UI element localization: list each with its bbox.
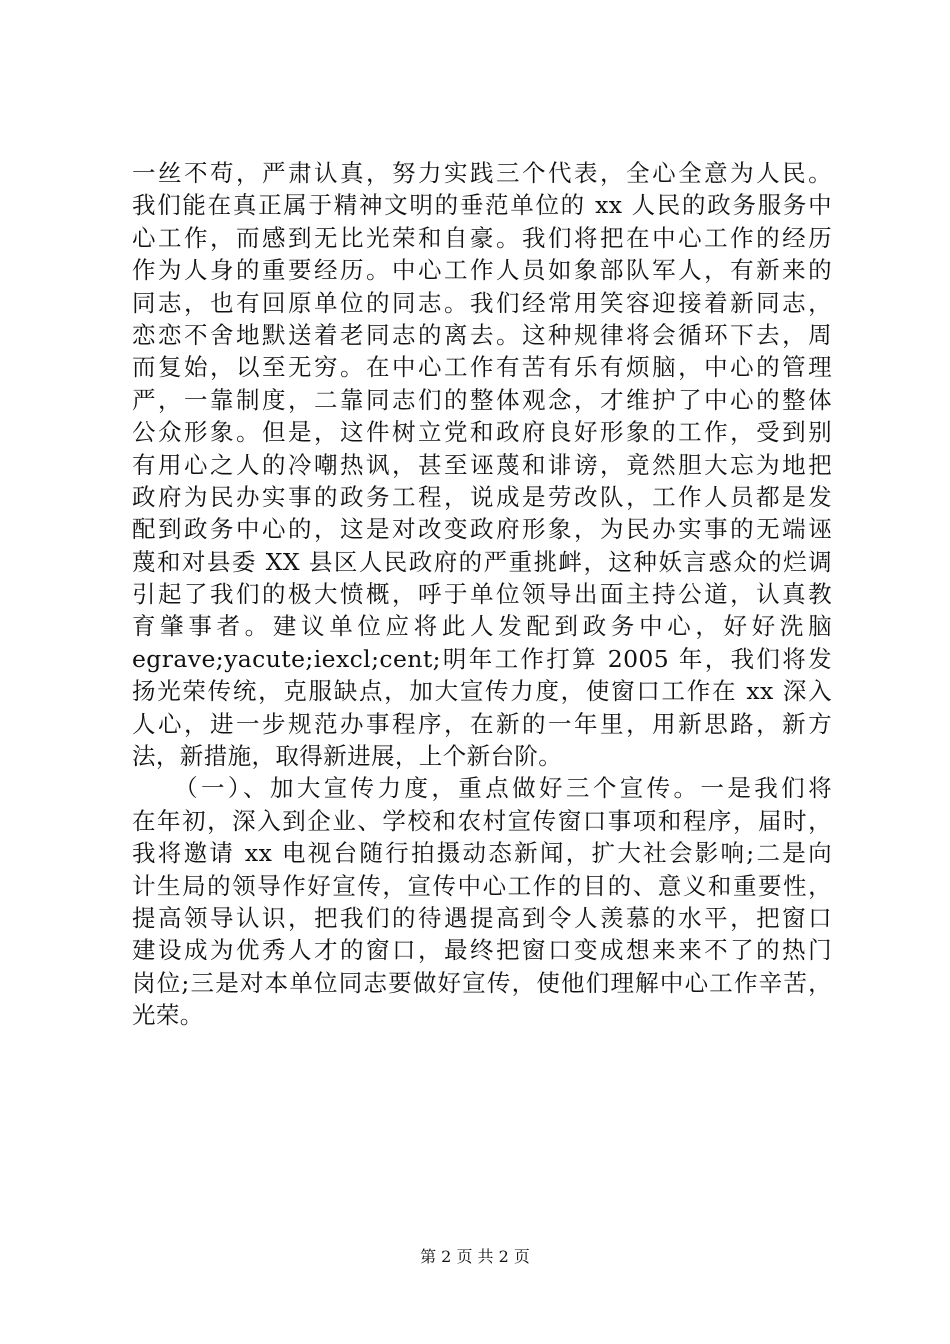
text-line: （一）、加大宣传力度，重点做好三个宣传。一是我们将 <box>132 774 832 803</box>
page-number: 第 2 页 共 2 页 <box>420 1247 530 1266</box>
text-line: 扬光荣传统，克服缺点，加大宣传力度，使窗口工作在 xx 深入 <box>132 677 832 706</box>
text-line: 我们能在真正属于精神文明的垂范单位的 xx 人民的政务服务中 <box>132 191 832 220</box>
text-line: 恋恋不舍地默送着老同志的离去。这种规律将会循环下去，周 <box>132 320 832 349</box>
text-line: 岗位;三是对本单位同志要做好宣传，使他们理解中心工作辛苦， <box>132 968 832 997</box>
text-line: 在年初，深入到企业、学校和农村宣传窗口事项和程序，届时， <box>132 806 832 835</box>
text-line: 提高领导认识，把我们的待遇提高到令人羡慕的水平，把窗口 <box>132 903 832 932</box>
text-line: 作为人身的重要经历。中心工作人员如象部队军人，有新来的 <box>132 256 832 285</box>
text-line: 公众形象。但是，这件树立党和政府良好形象的工作，受到别 <box>132 418 832 447</box>
document-body <box>132 157 832 1032</box>
text-line: 我将邀请 xx 电视台随行拍摄动态新闻，扩大社会影响;二是向 <box>132 839 832 868</box>
text-line: 严，一靠制度，二靠同志们的整体观念，才维护了中心的整体 <box>132 385 832 414</box>
text-line: 光荣。 <box>132 1001 204 1030</box>
text-line: 政府为民办实事的政务工程，说成是劳改队，工作人员都是发 <box>132 482 832 511</box>
page-footer <box>0 1244 950 1267</box>
text-line: 人心，进一步规范办事程序，在新的一年里，用新思路，新方 <box>132 709 832 738</box>
text-line: 而复始，以至无穷。在中心工作有苦有乐有烦脑，中心的管理 <box>132 353 832 382</box>
text-line: egrave;yacute;iexcl;cent;明年工作打算 2005 年，我们将发 <box>132 644 832 673</box>
text-line: 一丝不苟，严肃认真，努力实践三个代表，全心全意为人民。 <box>132 159 832 187</box>
text-line: 引起了我们的极大愤概，呼于单位领导出面主持公道，认真教 <box>132 580 832 609</box>
text-line: 心工作，而感到无比光荣和自豪。我们将把在中心工作的经历 <box>132 223 832 252</box>
text-line: 同志，也有回原单位的同志。我们经常用笑容迎接着新同志， <box>132 288 832 317</box>
text-line: 有用心之人的冷嘲热讽，甚至诬蔑和诽谤，竟然胆大忘为地把 <box>132 450 832 479</box>
text-line: 建设成为优秀人才的窗口，最终把窗口变成想来来不了的热门 <box>132 936 832 965</box>
text-line: 配到政务中心的，这是对改变政府形象，为民办实事的无端诬 <box>132 515 832 544</box>
text-line: 蔑和对县委 XX 县区人民政府的严重挑衅，这种妖言惑众的烂调 <box>132 547 832 576</box>
text-line: 法，新措施，取得新进展，上个新台阶。 <box>132 742 563 771</box>
text-line: 育肇事者。建议单位应将此人发配到政务中心，好好洗脑 <box>132 612 832 641</box>
text-line: 计生局的领导作好宣传，宣传中心工作的目的、意义和重要性， <box>132 871 832 900</box>
